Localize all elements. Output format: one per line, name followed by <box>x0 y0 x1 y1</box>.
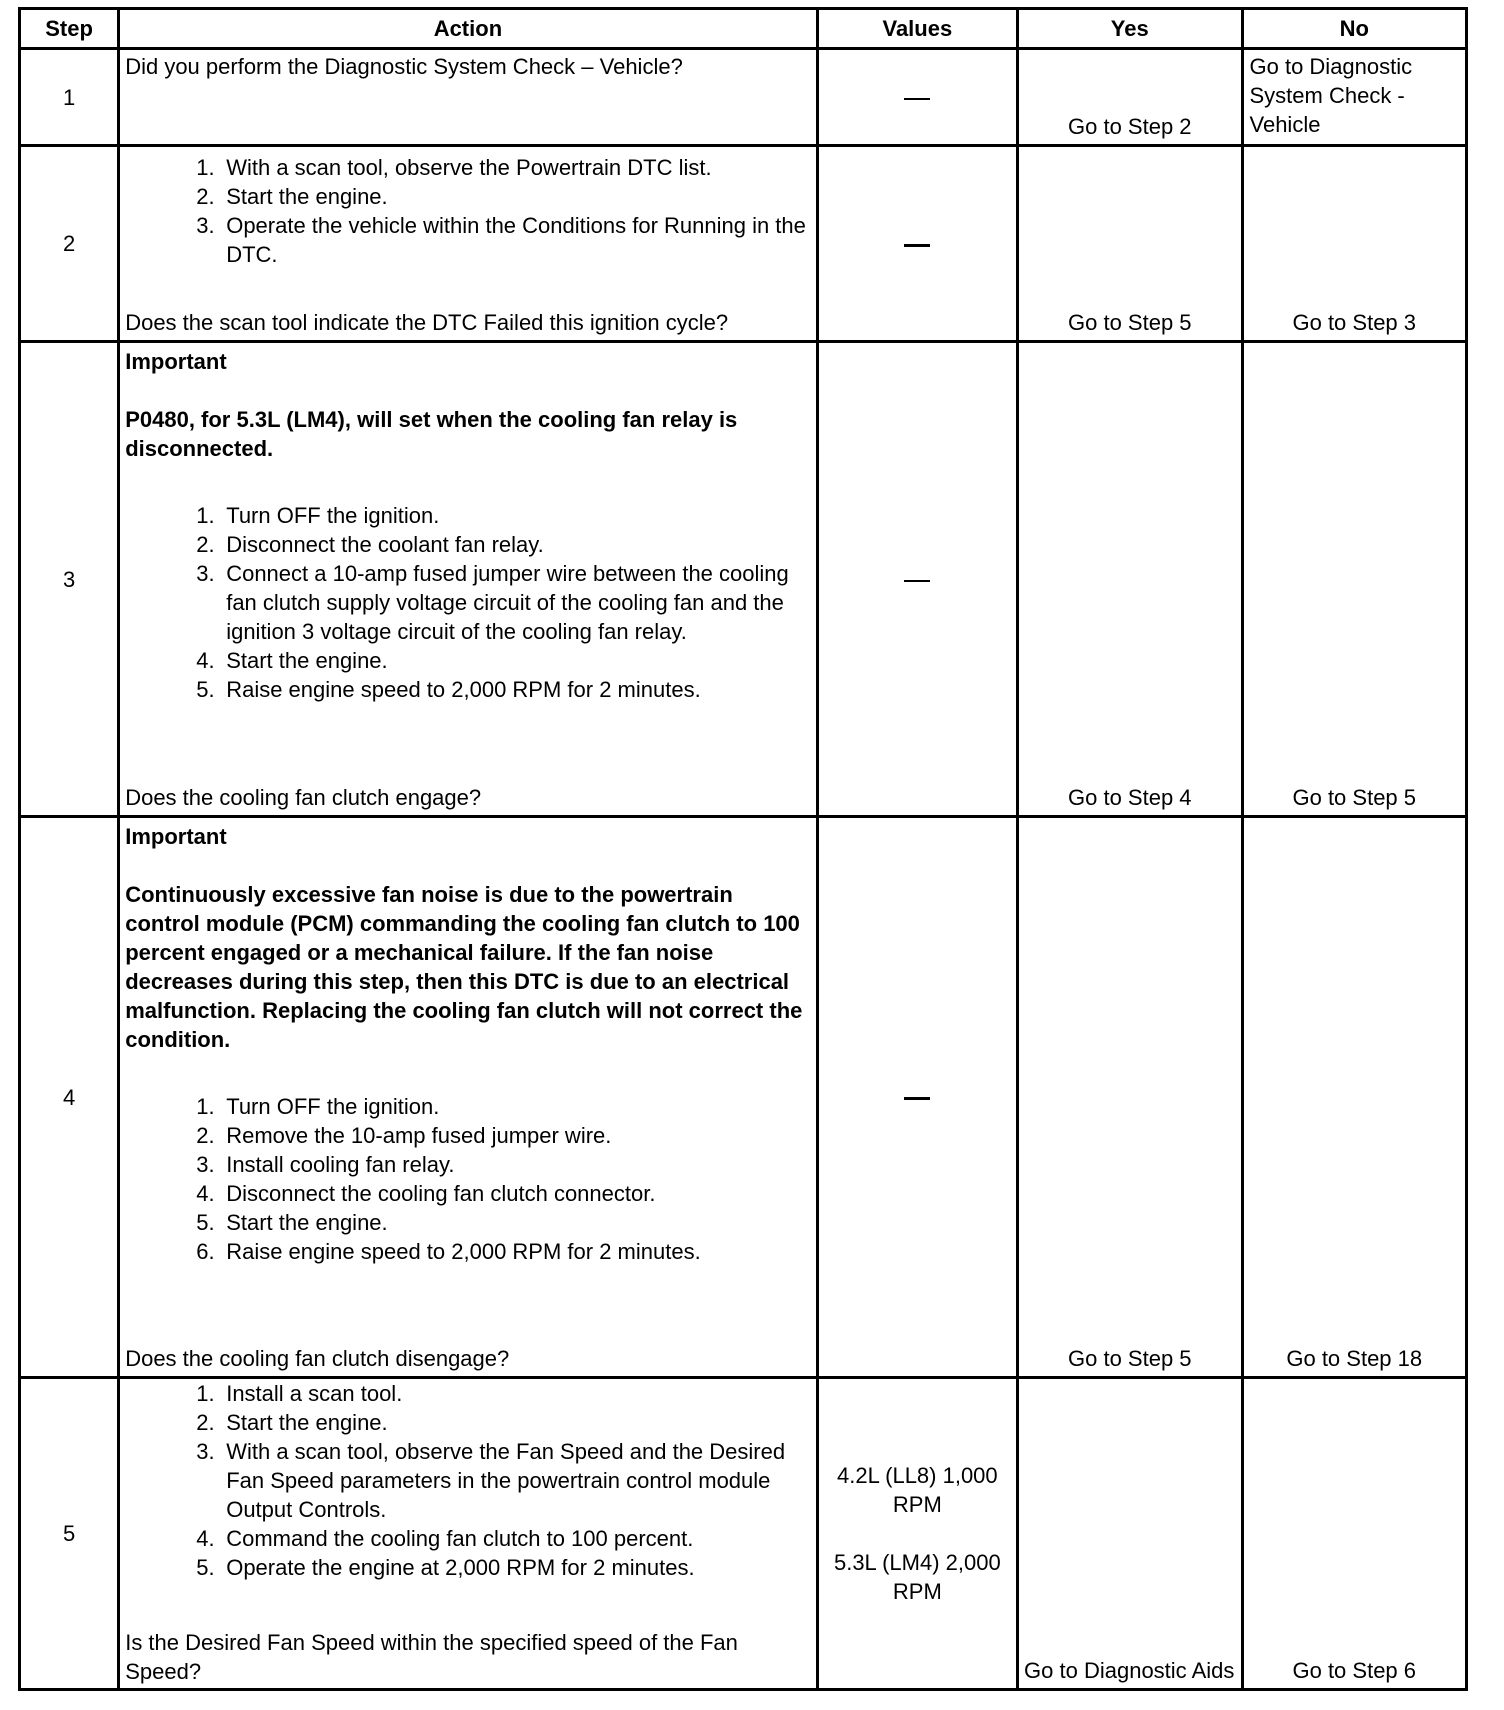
value-dash <box>904 98 930 100</box>
list-item: 6. Raise engine speed to 2,000 RPM for 2 minutes. <box>196 1239 701 1264</box>
list-item: 1. Turn OFF the ignition. <box>196 503 440 528</box>
header-yes: Yes <box>1018 9 1242 49</box>
value-dash <box>904 244 930 247</box>
action-cell <box>119 49 817 146</box>
list-item: 3. With a scan tool, observe the Fan Speed and the Desired Fan Speed parameters in the powertrain control module Output Controls. <box>196 1439 786 1522</box>
action-cell <box>119 817 817 1378</box>
action-steps <box>125 153 807 269</box>
step-number: 5 <box>20 1378 119 1690</box>
list-item: 2. Start the engine. <box>196 1410 388 1435</box>
list-item: 5. Raise engine speed to 2,000 RPM for 2 minutes. <box>196 677 701 702</box>
yes-link[interactable]: Go to Diagnostic Aids <box>1024 1658 1235 1683</box>
action-cell <box>119 342 817 817</box>
value-ll8: 4.2L (LL8) 1,000 RPM <box>837 1463 998 1517</box>
yes-cell <box>1018 817 1242 1378</box>
value-lm4: 5.3L (LM4) 2,000 RPM <box>833 1550 1001 1604</box>
no-cell <box>1242 817 1467 1378</box>
yes-link[interactable]: Go to Step 5 <box>1068 1346 1192 1371</box>
action-question: Did you perform the Diagnostic System Check – Vehicle? <box>125 54 683 79</box>
diagnostic-table <box>18 7 1468 1691</box>
no-link[interactable]: Go to Step 5 <box>1292 785 1417 810</box>
yes-link[interactable]: Go to Step 5 <box>1068 310 1192 335</box>
diagnostic-document <box>18 7 1468 1691</box>
action-question: Does the cooling fan clutch disengage? <box>125 1346 510 1371</box>
no-link[interactable]: Go to Diagnostic System Check - Vehicle <box>1249 54 1413 137</box>
list-item: 2. Disconnect the coolant fan relay. <box>196 532 544 557</box>
action-steps <box>125 1379 807 1582</box>
action-question: Does the scan tool indicate the DTC Failed this ignition cycle? <box>125 310 729 335</box>
important-title: Important <box>125 349 227 374</box>
action-steps <box>125 501 807 704</box>
table-row <box>20 49 1467 146</box>
table-row <box>20 342 1467 817</box>
values-cell <box>817 1378 1017 1690</box>
yes-cell <box>1018 49 1242 146</box>
table-row <box>20 146 1467 342</box>
no-link[interactable]: Go to Step 6 <box>1292 1658 1417 1683</box>
table-row <box>20 817 1467 1378</box>
action-question: Is the Desired Fan Speed within the specified speed of the Fan Speed? <box>125 1630 738 1684</box>
value-dash <box>904 580 930 582</box>
no-cell <box>1242 342 1467 817</box>
action-steps <box>125 1092 807 1266</box>
yes-link[interactable]: Go to Step 4 <box>1068 785 1192 810</box>
yes-link[interactable]: Go to Step 2 <box>1068 114 1192 139</box>
action-question: Does the cooling fan clutch engage? <box>125 785 482 810</box>
list-item: 5. Operate the engine at 2,000 RPM for 2 minutes. <box>196 1555 695 1580</box>
list-item: 1. With a scan tool, observe the Powertrain DTC list. <box>196 155 712 180</box>
list-item: 2. Start the engine. <box>196 184 388 209</box>
header-step: Step <box>20 9 119 49</box>
list-item: 4. Start the engine. <box>196 648 388 673</box>
important-note: P0480, for 5.3L (LM4), will set when the cooling fan relay is disconnected. <box>125 407 738 461</box>
values-cell <box>817 342 1017 817</box>
list-item: 5. Start the engine. <box>196 1210 388 1235</box>
step-number: 1 <box>20 49 119 146</box>
list-item: 3. Connect a 10-amp fused jumper wire between the cooling fan clutch supply voltage circuit of the cooling fan and the ignition 3 voltage circuit of the cooling fan relay. <box>196 561 789 644</box>
action-cell <box>119 1378 817 1690</box>
list-item: 4. Command the cooling fan clutch to 100 percent. <box>196 1526 694 1551</box>
no-cell <box>1242 146 1467 342</box>
table-row <box>20 1378 1467 1690</box>
no-cell <box>1242 49 1467 146</box>
yes-cell <box>1018 1378 1242 1690</box>
yes-cell <box>1018 146 1242 342</box>
list-item: 2. Remove the 10-amp fused jumper wire. <box>196 1123 612 1148</box>
header-action: Action <box>119 9 817 49</box>
important-title: Important <box>125 824 227 849</box>
values-cell <box>817 49 1017 146</box>
list-item: 1. Turn OFF the ignition. <box>196 1094 440 1119</box>
header-no: No <box>1242 9 1467 49</box>
list-item: 3. Install cooling fan relay. <box>196 1152 455 1177</box>
important-note: Continuously excessive fan noise is due to the powertrain control module (PCM) commanding the cooling fan clutch to 100 percent engaged or a mechanical failure. If the fan noise decreases during this step, then this DTC is due to an electrical malfunction. Replacing the cooling fan clutch will not correct the condition. <box>125 882 803 1052</box>
values-cell <box>817 817 1017 1378</box>
no-cell <box>1242 1378 1467 1690</box>
step-number: 3 <box>20 342 119 817</box>
values-cell <box>817 146 1017 342</box>
yes-cell <box>1018 342 1242 817</box>
table-header-row <box>20 9 1467 49</box>
value-dash <box>904 1097 930 1100</box>
action-cell <box>119 146 817 342</box>
list-item: 3. Operate the vehicle within the Conditions for Running in the DTC. <box>196 213 806 267</box>
list-item: 4. Disconnect the cooling fan clutch connector. <box>196 1181 656 1206</box>
step-number: 2 <box>20 146 119 342</box>
list-item: 1. Install a scan tool. <box>196 1381 403 1406</box>
header-values: Values <box>817 9 1017 49</box>
no-link[interactable]: Go to Step 3 <box>1292 310 1417 335</box>
no-link[interactable]: Go to Step 18 <box>1286 1346 1423 1371</box>
step-number: 4 <box>20 817 119 1378</box>
